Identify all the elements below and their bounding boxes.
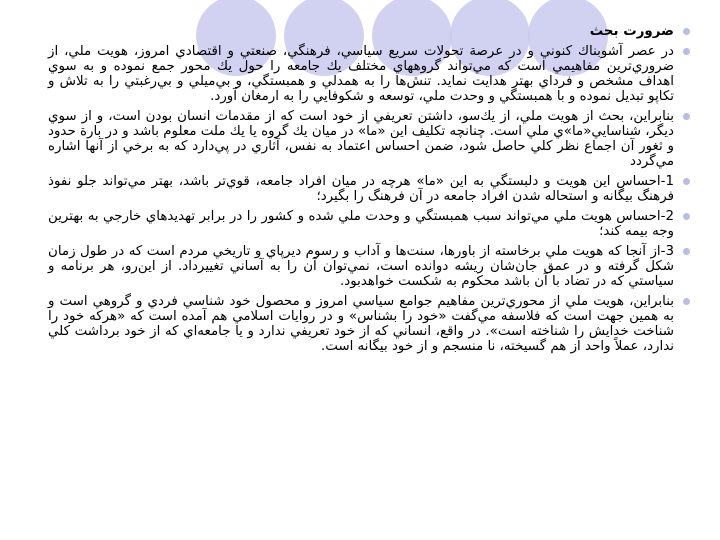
bullet-icon	[683, 178, 690, 185]
bullet-icon	[683, 213, 690, 220]
paragraph-conclusion: بنابراين، هويت ملي از محوري‌ترين مفاهيم جوامع سياسي امروز و محصول خود شناسي فردي و گروهي است و به همين جهت است كه فلاسفه مي‌گفت «خود را بشناس» و در روايات اسلامي هم آمده است كه «هركه خود را شناخت خدايش را شناخته است». در واقع، انساني كه از خود تعريفي ندارد و يا جامعه‌اي كه از خود برداشت كلي ندارد، عملاً واحد از هم گسيخته، نا منسجم و از خود بيگانه است.	[48, 294, 674, 354]
list-item	[48, 24, 674, 39]
paragraph-point-1: 1-احساس اين هويت و دلبستگي به اين «ما» هرچه در ميان افراد جامعه، قوي‌تر باشد، بهتر مي‌تواند جلو نفوذ فرهنگ بيگانه و استحاله شدن افراد جامعه در آن فرهنگ را بگيرد؛	[48, 174, 674, 204]
bullet-icon	[683, 248, 690, 255]
list-item	[48, 294, 674, 354]
bullet-icon	[683, 48, 690, 55]
list-item	[48, 109, 674, 169]
paragraph-definition: بنابراين، بحث از هويت ملي، از يك‌سو، داشتن تعريفي از خود است كه از مقدمات انسان بودن است، و از سوي ديگر، شناسايي«ما»ي ملي است. چنانچه تكليف اين «ما» در ميان يك گروه يا يك ملت معلوم باشد و در بارة حدود و ثغور آن اجماع نظر كلي حاصل شود، ضمن احساس اعتماد به نفس، آثاري در پي‌دارد كه به برخي از آنها اشاره مي‌گردد	[47, 109, 674, 169]
list-item	[48, 209, 674, 239]
bullet-icon	[683, 28, 690, 35]
bullet-icon	[683, 113, 690, 120]
paragraph-point-2: 2-احساس هويت ملي مي‌تواند سبب همبستگي و وحدت ملي شده و كشور را در برابر تهديدهاي خارجي به بهترين وجه بيمه كند؛	[48, 209, 674, 239]
slide-heading: ضرورت بحث	[589, 24, 674, 39]
slide-content	[48, 24, 674, 359]
list-item	[48, 244, 674, 289]
paragraph-point-3: 3-از آنجا كه هويت ملي برخاسته از باورها، سنت‌ها و آداب و رسوم ديرپاي و تاريخي مردم است كه در طول زمان شكل گرفته و در عمق جان‌شان ريشه دوانده است، نمي‌توان آن را به آساني تغييرداد. از اين‌رو، هر برنامه و سياستي كه در تضاد با آن باشد محكوم به شكست خواهدبود.	[48, 244, 674, 289]
paragraph-intro: در عصر آشوبناك كنوني و در عرصة تحولات سريع سياسي، فرهنگي، صنعتي و اقتصادي امروز، هويت ملي، از ضروري‌ترين مفاهيمي است كه مي‌تواند گروههاي مختلف يك جامعه را حول يك محور جمع نموده و به سوي اهداف مشخص و فرداي بهتر هدايت نمايد. تنش‌ها را به همدلي و همبستگي، و بي‌ميلي و بي‌رغبتي را به تلاش و تكاپو تبديل نموده و با همبستگي و وحدت ملي، توسعه و شكوفايي را به ارمغان آورد.	[48, 44, 674, 104]
list-item	[48, 174, 674, 204]
bullet-icon	[683, 298, 690, 305]
list-item	[48, 44, 674, 104]
